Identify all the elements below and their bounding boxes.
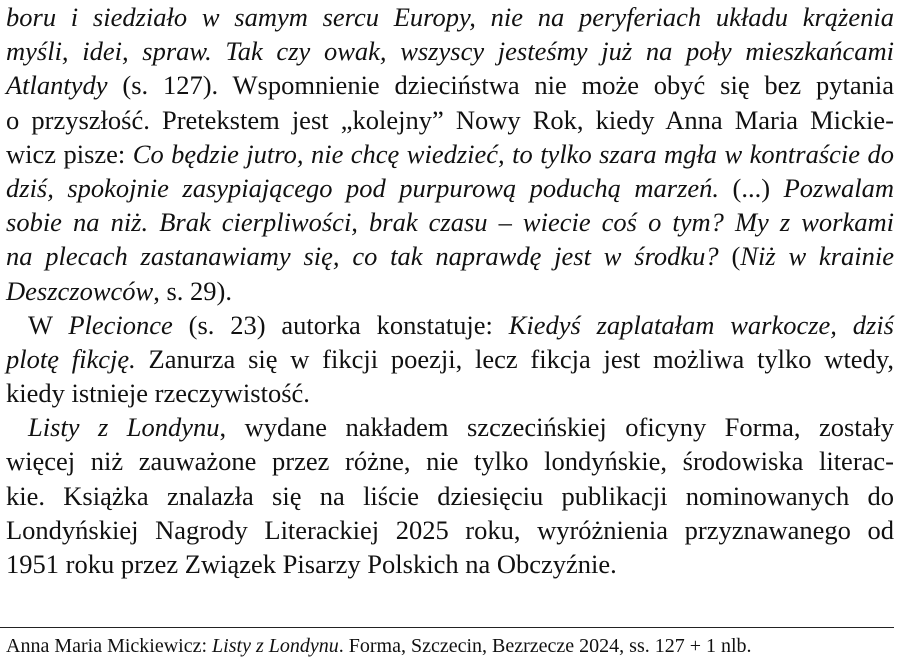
text-line (6, 547, 894, 581)
text-line (6, 137, 894, 171)
text-line (6, 205, 894, 239)
text-line (6, 0, 894, 34)
text-line (6, 410, 894, 444)
text-segment: (...) (719, 172, 784, 203)
text-line (6, 513, 894, 547)
text-segment: ( (718, 241, 741, 272)
text-segment: (s. 23) autorka konstatuje: (172, 309, 509, 340)
text-segment: , wydane nakładem szczecińskiej oficyny Forma, zostały (219, 412, 895, 443)
article-body (6, 0, 894, 581)
italic-text-segment: Deszczowców (6, 275, 154, 306)
text-line (6, 239, 894, 273)
italic-text-segment: Pozwalam (783, 172, 894, 203)
italic-text-segment: na plecach zastanawiamy się, co tak naprawdę jest w środku? (6, 241, 719, 272)
italic-text-segment: boru i siedziało w samym sercu Europy, nie na peryferiach układu krążenia (6, 2, 894, 32)
italic-text-segment: Co będzie jutro, nie chcę wiedzieć, to tylko szara mgła w kontraście do (132, 138, 894, 169)
footnote-publication-details: . Forma, Szczecin, Bezrzecze 2024, ss. 127 + 1 nlb. (338, 635, 752, 657)
italic-text-segment: Listy z Londynu (28, 412, 220, 443)
italic-text-segment: dziś, spokojnie zasypiającego pod purpurową poduchą marzeń. (6, 172, 720, 203)
text-line (6, 308, 894, 342)
italic-text-segment: sobie na niż. Brak cierpliwości, brak czasu – wiecie coś o tym? My z workami (6, 207, 894, 238)
text-segment: Londyńskiej Nagrody Literackiej 2025 roku, wyróżnienia przyznawanego od (6, 514, 894, 545)
italic-text-segment: Niż w krainie (740, 241, 894, 272)
italic-text-segment: Atlantydy (6, 70, 108, 101)
italic-text-segment: plotę fikcję. (6, 343, 136, 374)
italic-text-segment: myśli, idei, spraw. Tak czy owak, wszyscy jesteśmy już na poły mieszkańcami (6, 36, 894, 67)
text-segment: o przyszłość. Pretekstem jest „kolejny” Nowy Rok, kiedy Anna Maria Mickie- (6, 104, 894, 135)
text-segment: 1951 roku przez Związek Pisarzy Polskich na Obczyźnie. (6, 549, 617, 579)
text-segment: kie. Książka znalazła się na liście dziesięciu publikacji nominowanych do (6, 480, 894, 511)
bibliographic-footnote (6, 633, 894, 659)
text-line (6, 103, 894, 137)
footnote-author: Anna Maria Mickiewicz: (6, 635, 213, 657)
italic-text-segment: Plecionce (68, 309, 173, 340)
italic-text-segment: Kiedyś zaplatałam warkocze, dziś (508, 309, 894, 340)
text-line (6, 34, 894, 68)
text-segment: więcej niż zauważone przez różne, nie tylko londyńskie, środowiska literac- (6, 446, 894, 477)
text-segment: Zanurza się w fikcji poezji, lecz fikcja jest możliwa tylko wtedy, (135, 343, 894, 374)
text-line (6, 444, 894, 478)
text-segment: (s. 127). Wspomnienie dzieciństwa nie może obyć się bez pytania (107, 70, 894, 101)
text-segment: kiedy istnieje rzeczywistość. (6, 378, 310, 409)
text-line (6, 376, 894, 410)
text-line (6, 68, 894, 102)
text-line (6, 342, 894, 376)
text-line (6, 479, 894, 513)
footnote-divider (0, 627, 894, 628)
text-line (6, 171, 894, 205)
footnote-book-title: Listy z Londynu (212, 635, 339, 657)
text-line (6, 274, 894, 308)
text-segment: W (28, 309, 69, 340)
text-segment: , s. 29). (153, 275, 232, 306)
text-segment: wicz pisze: (6, 138, 133, 169)
